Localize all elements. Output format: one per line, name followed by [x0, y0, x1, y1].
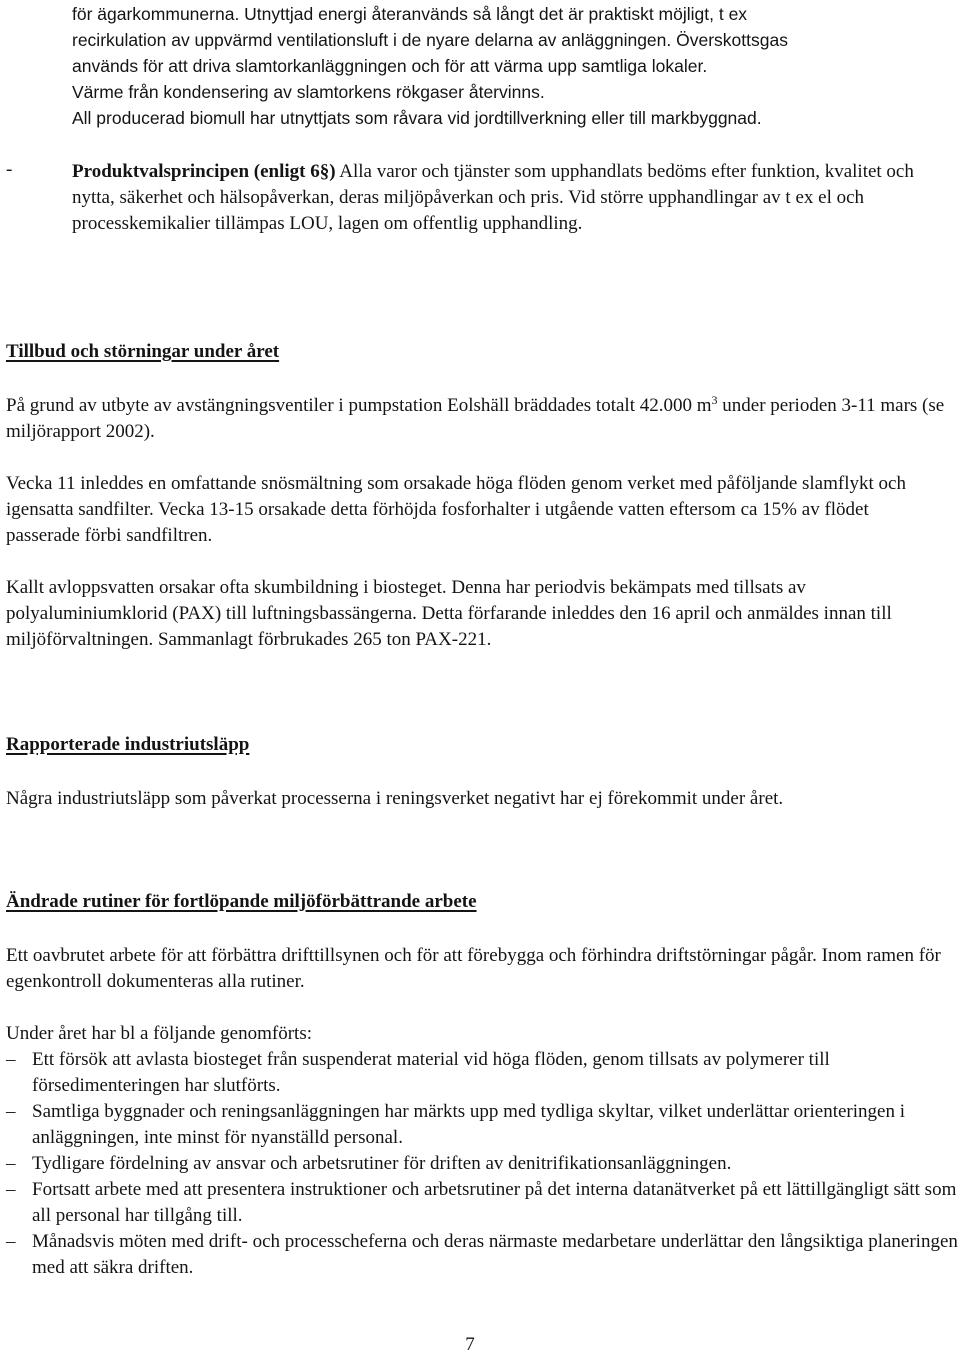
incidents-heading: Tillbud och störningar under året — [6, 341, 280, 362]
list-item-text: Tydligare fördelning av ansvar och arbetsrutiner för driften av denitrifikationsanläggningen. — [32, 1153, 732, 1174]
intro-paragraph — [72, 1, 952, 131]
product-principle-text — [72, 159, 952, 237]
incidents-paragraph-1 — [6, 393, 946, 445]
dash-bullet: – — [6, 1101, 16, 1122]
list-item-text: Fortsatt arbete med att presentera instruktioner och arbetsrutiner på det interna datanätverket på ett lättillgängligt sätt som all personal har tillgång till. — [32, 1179, 957, 1226]
list-item — [6, 1099, 958, 1151]
list-item — [6, 1177, 958, 1229]
intro-line-5: All producerad biomull har utnyttjats som råvara vid jordtillverkning eller till markbyggnad. — [72, 108, 762, 128]
list-item-text: Ett försök att avlasta biosteget från suspenderat material vid höga flöden, genom tillsats av polymerer till försedimenteringen har slutförts. — [32, 1049, 830, 1096]
incidents-paragraph-3: Kallt avloppsvatten orsakar ofta skumbildning i biosteget. Denna har periodvis bekämpats med tillsats av polyaluminiumklorid (PAX) till luftningsbassängerna. Detta förfarande inleddes den 16 april och anmäldes innan till miljöförvaltningen. Sammanlagt förbrukades 265 ton PAX-221. — [6, 577, 892, 650]
dash-bullet: – — [6, 1179, 16, 1200]
routines-list — [6, 1047, 958, 1281]
intro-line-4: Värme från kondensering av slamtorkens rökgaser återvinns. — [72, 82, 545, 102]
dash-bullet: – — [6, 1231, 16, 1252]
product-principle-body: Alla varor och tjänster som upphandlats bedöms efter funktion, kvalitet och nytta, säkerhet och hälsopåverkan, deras miljöpåverkan och pris. Vid större upphandlingar av t ex el och processkemikalier tillämpas LOU, lagen om offentlig upphandling. — [72, 161, 914, 234]
incidents-p1-text: På grund av utbyte av avstängningsventiler i pumpstation Eolshäll bräddades totalt 42.000 m — [6, 395, 712, 416]
incidents-p1-tail: under perioden 3-11 mars (se miljörapport 2002). — [6, 395, 945, 442]
list-item-text: Samtliga byggnader och reningsanläggningen har märkts upp med tydliga skyltar, vilket underlättar orienteringen i anläggningen, inte minst för nyanställd personal. — [32, 1101, 905, 1148]
list-item — [6, 1047, 958, 1099]
routines-paragraph-1: Ett oavbrutet arbete för att förbättra drifttillsynen och för att förebygga och förhindra driftstörningar pågår. Inom ramen för egenkontroll dokumenteras alla rutiner. — [6, 945, 941, 992]
incidents-paragraph-2: Vecka 11 inleddes en omfattande snösmältning som orsakade höga flöden genom verket med påföljande slamflykt och igensatta sandfilter. Vecka 13-15 orsakade detta förhöjda fosforhalter i utgående vatten eftersom ca 15% av flödet passerade förbi sandfiltren. — [6, 473, 906, 546]
intro-line-1: för ägarkommunerna. Utnyttjad energi återanvänds så långt det är praktiskt möjligt, t ex — [72, 4, 748, 24]
product-principle-heading: Produktvalsprincipen (enligt 6§) — [72, 161, 336, 182]
intro-line-3: används för att driva slamtorkanläggningen och för att värma upp samtliga lokaler. — [72, 56, 708, 76]
list-item-text: Månadsvis möten med drift- och processcheferna och deras närmaste medarbetare underlättar den långsiktiga planeringen med att säkra driften. — [32, 1231, 958, 1278]
routines-paragraph-2: Under året har bl a följande genomförts: — [6, 1023, 312, 1044]
routines-heading: Ändrade rutiner för fortlöpande miljöförbättrande arbete — [6, 891, 477, 912]
list-item — [6, 1151, 958, 1177]
industrial-paragraph: Några industriutsläpp som påverkat processerna i reningsverket negativt har ej förekommit under året. — [6, 788, 784, 809]
list-item — [6, 1229, 958, 1281]
dash-marker: - — [6, 159, 13, 180]
dash-bullet: – — [6, 1153, 16, 1174]
industrial-heading: Rapporterade industriutsläpp — [6, 734, 250, 755]
intro-line-2: recirkulation av uppvärmd ventilationsluft i de nyare delarna av anläggningen. Överskottsgas — [72, 30, 788, 50]
dash-bullet: – — [6, 1049, 16, 1070]
incidents-p1-superscript: 3 — [711, 393, 718, 407]
page-number: 7 — [465, 1334, 475, 1355]
product-principle-item — [6, 159, 952, 237]
